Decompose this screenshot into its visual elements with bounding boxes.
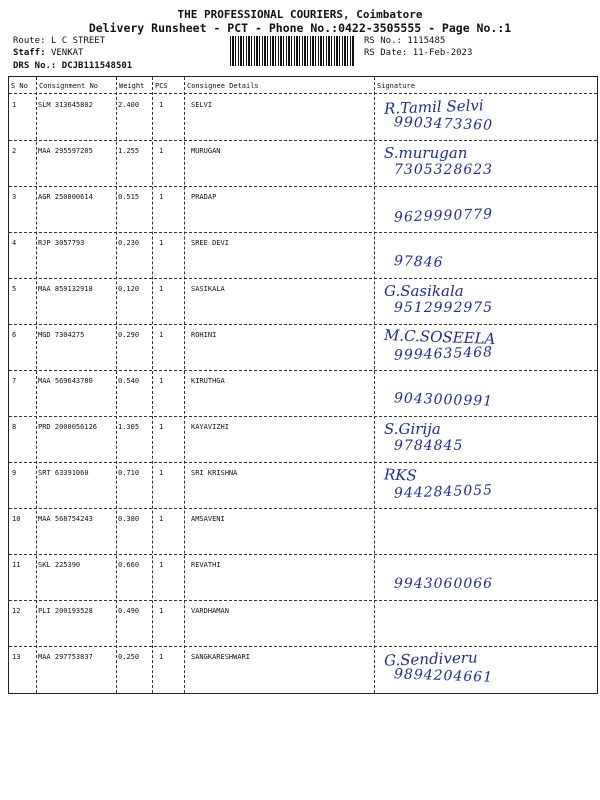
sno-cell: 12: [12, 607, 21, 615]
consignment-cell: MAA 295597205: [38, 147, 93, 155]
consignee-cell: KAYAVIZHI: [191, 423, 229, 431]
row-divider: [9, 554, 597, 555]
signature-phone: 9903473360: [393, 114, 494, 134]
table-row: [9, 554, 597, 600]
route-value: L C STREET: [50, 36, 106, 46]
signature-phone: 9994635468: [393, 344, 494, 364]
consignment-cell: MAA 569643780: [38, 377, 93, 385]
staff-value: VENKAT: [50, 48, 84, 58]
weight-cell: 0.490: [118, 607, 140, 615]
column-header-pcs: PCS: [155, 82, 168, 90]
consignment-cell: SRT 63391060: [38, 469, 89, 477]
drs-label: DRS No.:: [13, 61, 57, 71]
pcs-cell: 1: [159, 423, 164, 431]
consignee-cell: REVATHI: [191, 561, 221, 569]
weight-cell: 0.250: [118, 653, 140, 661]
consignment-cell: AGR 250000614: [38, 193, 93, 201]
sno-cell: 7: [12, 377, 17, 385]
row-divider: [9, 508, 597, 509]
rs-date-line: [364, 48, 472, 58]
staff-line: [13, 48, 83, 58]
pcs-cell: 1: [159, 607, 164, 615]
drs-value: DCJB111548501: [61, 61, 133, 71]
consignee-cell: AMSAVENI: [191, 515, 225, 523]
weight-cell: 0.515: [118, 193, 140, 201]
consignment-cell: MGD 7304275: [38, 331, 85, 339]
barcode-image: [230, 36, 355, 66]
route-label: Route:: [13, 36, 46, 46]
table-row: [9, 278, 597, 324]
table-row: [9, 324, 597, 370]
route-line: [13, 36, 105, 46]
rs-no-value: 1115485: [407, 36, 446, 46]
consignment-cell: RJP 3057793: [38, 239, 85, 247]
signature-phone: 9629990779: [393, 206, 494, 226]
pcs-cell: 1: [159, 561, 164, 569]
table-row: [9, 508, 597, 554]
signature-name: G.Sasikala: [384, 282, 464, 300]
drs-line: [13, 61, 132, 71]
signature-name: M.C.SOSEELA: [383, 326, 496, 348]
weight-cell: 0.120: [118, 285, 140, 293]
column-header-weight: Weight: [119, 82, 145, 90]
sno-cell: 2: [12, 147, 17, 155]
pcs-cell: 1: [159, 331, 164, 339]
signature-phone: 9043000991: [393, 390, 494, 410]
row-divider: [9, 646, 597, 647]
sno-cell: 13: [12, 653, 21, 661]
weight-cell: 0.710: [118, 469, 140, 477]
consignee-cell: PRADAP: [191, 193, 217, 201]
sno-cell: 6: [12, 331, 17, 339]
weight-cell: 2.400: [118, 101, 140, 109]
sno-cell: 9: [12, 469, 17, 477]
consignee-cell: SELVI: [191, 101, 213, 109]
pcs-cell: 1: [159, 515, 164, 523]
signature-name: RKS: [383, 465, 418, 485]
weight-cell: 0.660: [118, 561, 140, 569]
weight-cell: 0.290: [118, 331, 140, 339]
row-divider: [9, 370, 597, 371]
row-divider: [9, 278, 597, 279]
sno-cell: 10: [12, 515, 21, 523]
consignment-cell: PRD 2000056126: [38, 423, 98, 431]
pcs-cell: 1: [159, 239, 164, 247]
sno-cell: 1: [12, 101, 17, 109]
signature-name: R.Tamil Selvi: [383, 96, 484, 118]
signature-phone: 9442845055: [393, 482, 494, 502]
weight-cell: 1.255: [118, 147, 140, 155]
weight-cell: 0.540: [118, 377, 140, 385]
table-row: [9, 416, 597, 462]
signature-name: S.Girija: [384, 420, 441, 438]
column-header-signature: Signature: [377, 82, 415, 90]
column-header-consignment: Consignment No: [39, 82, 99, 90]
column-header-sno: S No: [11, 82, 28, 90]
consignment-cell: MAA 568754243: [38, 515, 93, 523]
rs-no-line: [364, 36, 445, 46]
pcs-cell: 1: [159, 653, 164, 661]
consignee-cell: KIRUTHGA: [191, 377, 225, 385]
consignee-cell: SASIKALA: [191, 285, 225, 293]
signature-name: S.murugan: [384, 144, 468, 162]
weight-cell: 0.380: [118, 515, 140, 523]
document-subtitle: Delivery Runsheet - PCT - Phone No.:0422-3505555 - Page No.:1: [88, 21, 512, 35]
signature-phone: 9894204661: [393, 666, 494, 686]
runsheet-table: [8, 76, 598, 694]
pcs-cell: 1: [159, 101, 164, 109]
pcs-cell: 1: [159, 377, 164, 385]
weight-cell: 1.305: [118, 423, 140, 431]
sno-cell: 5: [12, 285, 17, 293]
table-row: [9, 462, 597, 508]
rs-date-value: 11-Feb-2023: [412, 48, 473, 58]
row-divider: [9, 186, 597, 187]
consignee-cell: SRI KRISHNA: [191, 469, 238, 477]
table-row: [9, 600, 597, 646]
pcs-cell: 1: [159, 193, 164, 201]
table-row: [9, 232, 597, 278]
signature-phone: 7305328623: [394, 162, 494, 178]
weight-cell: 0.230: [118, 239, 140, 247]
consignee-cell: VARDHAMAN: [191, 607, 229, 615]
rs-no-label: RS No.:: [364, 36, 402, 46]
row-divider: [9, 462, 597, 463]
row-divider: [9, 324, 597, 325]
rs-date-label: RS Date:: [364, 48, 408, 58]
signature-phone: 97846: [393, 253, 444, 271]
row-divider: [9, 232, 597, 233]
sno-cell: 11: [12, 561, 21, 569]
signature-phone: 9512992975: [394, 300, 494, 316]
document-title: THE PROFESSIONAL COURIERS, Coimbatore: [177, 8, 423, 21]
pcs-cell: 1: [159, 147, 164, 155]
row-divider: [9, 140, 597, 141]
sno-cell: 8: [12, 423, 17, 431]
sno-cell: 4: [12, 239, 17, 247]
consignee-cell: SANGKARESHWARI: [191, 653, 251, 661]
signature-name: G.Sendiveru: [383, 648, 478, 670]
table-row: [9, 370, 597, 416]
table-row: [9, 646, 597, 692]
consignee-cell: MURUGAN: [191, 147, 221, 155]
consignment-cell: SKL 225390: [38, 561, 81, 569]
sno-cell: 3: [12, 193, 17, 201]
consignment-cell: PLI 200193528: [38, 607, 93, 615]
column-header-consignee: Consignee Details: [187, 82, 259, 90]
row-divider: [9, 416, 597, 417]
signature-phone: 9784845: [394, 438, 464, 454]
pcs-cell: 1: [159, 285, 164, 293]
signature-phone: 9943060066: [394, 576, 494, 592]
table-row: [9, 140, 597, 186]
consignment-cell: MAA 297753837: [38, 653, 93, 661]
row-divider: [9, 600, 597, 601]
consignee-cell: ROHINI: [191, 331, 217, 339]
table-row: [9, 94, 597, 140]
table-row: [9, 186, 597, 232]
consignment-cell: SLM 313645802: [38, 101, 93, 109]
pcs-cell: 1: [159, 469, 164, 477]
consignee-cell: SREE DEVI: [191, 239, 229, 247]
staff-label: Staff:: [13, 48, 46, 58]
consignment-cell: MAA 859132918: [38, 285, 93, 293]
